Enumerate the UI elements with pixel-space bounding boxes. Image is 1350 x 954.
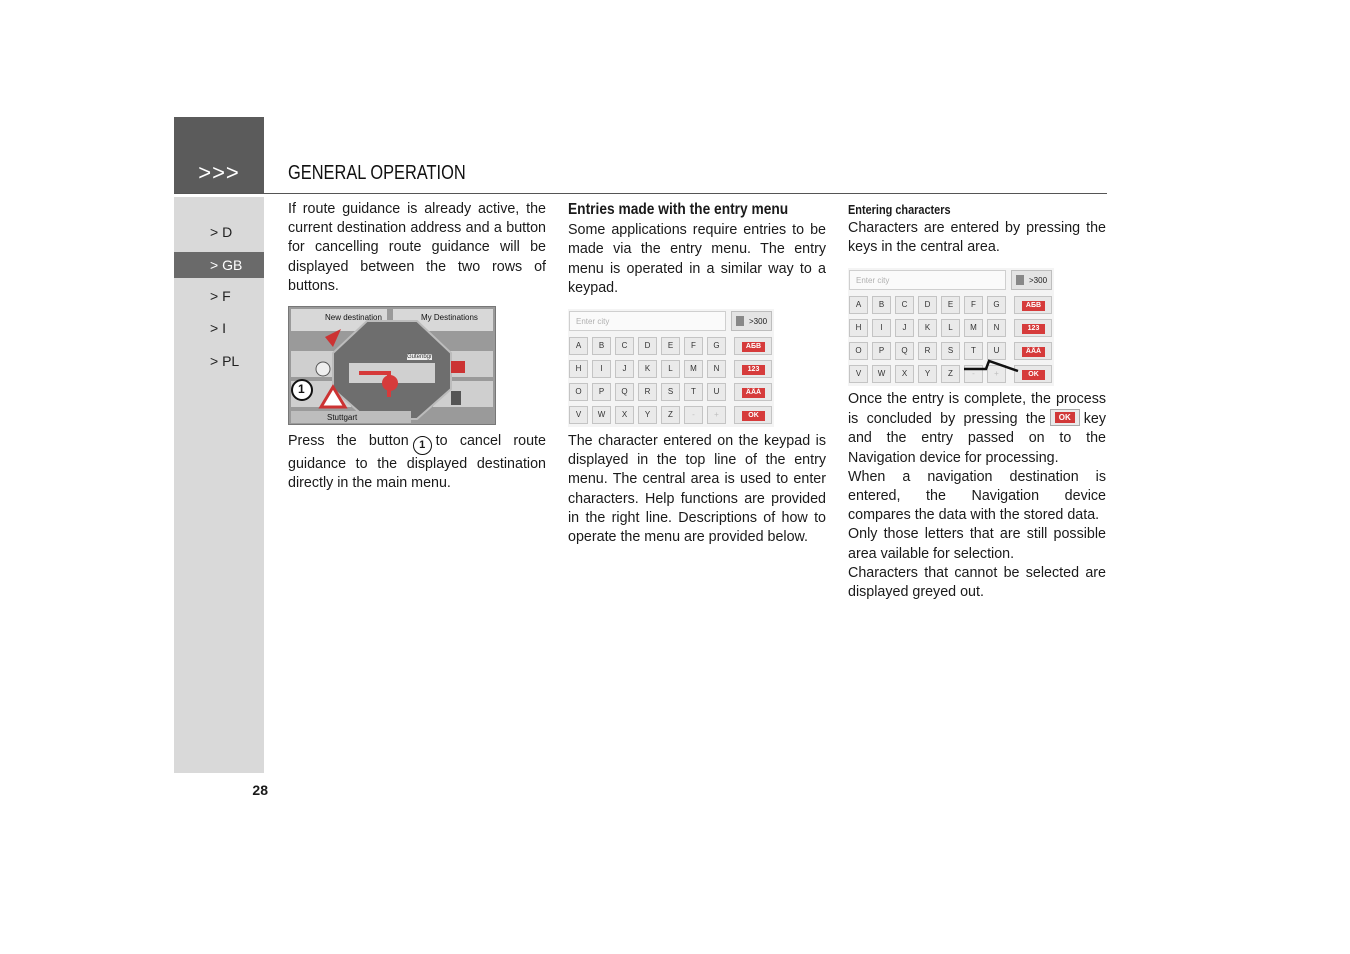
ok-key-icon: OK bbox=[1050, 409, 1080, 426]
language-sidebar bbox=[174, 197, 264, 773]
key-z[interactable]: Z bbox=[661, 406, 680, 424]
key-plus[interactable]: + bbox=[987, 365, 1006, 383]
lang-item-d[interactable]: > D bbox=[210, 224, 233, 240]
key-k[interactable]: K bbox=[918, 319, 937, 337]
numeric-key-label: 123 bbox=[742, 365, 765, 375]
key-c[interactable]: C bbox=[895, 296, 914, 314]
section-title: GENERAL OPERATION bbox=[288, 162, 466, 184]
callout-1: 1 bbox=[298, 382, 305, 396]
col3-paragraph-4: Only those letters that are still possible area vailable for selection. bbox=[848, 526, 1106, 562]
key-j[interactable]: J bbox=[615, 360, 634, 378]
key-minus[interactable]: - bbox=[684, 406, 703, 424]
key-s[interactable]: S bbox=[661, 383, 680, 401]
header-divider bbox=[174, 193, 1107, 194]
street-tag: Gutenbgr bbox=[407, 354, 433, 360]
cyrillic-key[interactable] bbox=[734, 337, 772, 355]
key-t[interactable]: T bbox=[964, 342, 983, 360]
key-t[interactable]: T bbox=[684, 383, 703, 401]
col1-paragraph-1: If route guidance is already active, the current destination address and a button for cancelling route guidance will be displayed between the two rows of buttons. bbox=[288, 201, 546, 294]
key-a[interactable]: A bbox=[849, 296, 868, 314]
key-b[interactable]: B bbox=[592, 337, 611, 355]
cyrillic-key-label: АБВ bbox=[742, 342, 765, 352]
key-x[interactable]: X bbox=[615, 406, 634, 424]
lang-item-gb[interactable]: > GB bbox=[174, 252, 264, 278]
page-number: 28 bbox=[252, 782, 268, 798]
key-l[interactable]: L bbox=[661, 360, 680, 378]
special-chars-key-label: ÄÅÀ bbox=[742, 388, 765, 398]
key-h[interactable]: H bbox=[569, 360, 588, 378]
entry-menu-heading: Entries made with the entry menu bbox=[568, 201, 789, 218]
key-f[interactable]: F bbox=[684, 337, 703, 355]
ok-key[interactable] bbox=[734, 406, 772, 424]
city-label: Stuttgart bbox=[327, 413, 358, 422]
column-1 bbox=[288, 200, 546, 296]
key-a[interactable]: A bbox=[569, 337, 588, 355]
pointer-arrow-icon bbox=[848, 268, 1054, 386]
key-h[interactable]: H bbox=[849, 319, 868, 337]
col2-paragraph-1: Some applications require entries to be made via the entry menu. The entry menu is operated in a similar way to a keypad. bbox=[568, 222, 826, 296]
key-e[interactable]: E bbox=[661, 337, 680, 355]
key-d[interactable]: D bbox=[918, 296, 937, 314]
key-m[interactable]: M bbox=[964, 319, 983, 337]
key-y[interactable]: Y bbox=[638, 406, 657, 424]
key-f[interactable]: F bbox=[964, 296, 983, 314]
key-e[interactable]: E bbox=[941, 296, 960, 314]
my-destinations-label: My Destinations bbox=[421, 313, 478, 322]
numeric-key-label: 123 bbox=[1022, 324, 1045, 334]
key-x[interactable]: X bbox=[895, 365, 914, 383]
key-o[interactable]: O bbox=[849, 342, 868, 360]
key-w[interactable]: W bbox=[592, 406, 611, 424]
keypad-screenshot-2 bbox=[848, 268, 1054, 386]
col1-paragraph-2: Press the button 1 to cancel route guidance to the displayed destination directly in the main menu. bbox=[288, 433, 546, 492]
key-y[interactable]: Y bbox=[918, 365, 937, 383]
key-b[interactable]: B bbox=[872, 296, 891, 314]
key-q[interactable]: Q bbox=[615, 383, 634, 401]
new-destination-label: New destination bbox=[325, 313, 382, 322]
result-count-label: >300 bbox=[749, 317, 768, 326]
key-r[interactable]: R bbox=[638, 383, 657, 401]
key-v[interactable]: V bbox=[849, 365, 868, 383]
col3-paragraph-2: Once the entry is complete, the process is concluded by pressing the OK key and the entry passed on to the Navigation device for processing. bbox=[848, 391, 1106, 466]
main-menu-screenshot bbox=[288, 306, 496, 425]
special-chars-key-label: ÄÅÀ bbox=[1022, 347, 1045, 357]
lang-item-f[interactable]: > F bbox=[210, 288, 231, 304]
key-g[interactable]: G bbox=[707, 337, 726, 355]
key-q[interactable]: Q bbox=[895, 342, 914, 360]
col2-paragraph-2: The character entered on the keypad is displayed in the top line of the entry menu. The central area is used to enter characters. Help functions are provided in the right line. Descriptions of how to operate the menu are provided below. bbox=[568, 433, 826, 546]
city-input-field[interactable]: Enter city bbox=[569, 311, 726, 331]
key-p[interactable]: P bbox=[872, 342, 891, 360]
result-count-label: >300 bbox=[1029, 276, 1048, 285]
main-menu-graphic bbox=[289, 307, 495, 424]
col3-paragraph-5: Characters that cannot be selected are displayed greyed out. bbox=[848, 564, 1106, 601]
key-k[interactable]: K bbox=[638, 360, 657, 378]
key-minus[interactable]: - bbox=[964, 365, 983, 383]
key-s[interactable]: S bbox=[941, 342, 960, 360]
key-w[interactable]: W bbox=[872, 365, 891, 383]
column-2-lower bbox=[568, 432, 826, 547]
key-g[interactable]: G bbox=[987, 296, 1006, 314]
key-r[interactable]: R bbox=[918, 342, 937, 360]
numeric-key[interactable] bbox=[734, 360, 772, 378]
key-v[interactable]: V bbox=[569, 406, 588, 424]
column-2 bbox=[568, 200, 826, 298]
chapter-arrows: >>> bbox=[198, 160, 240, 185]
key-c[interactable]: C bbox=[615, 337, 634, 355]
key-n[interactable]: N bbox=[987, 319, 1006, 337]
key-j[interactable]: J bbox=[895, 319, 914, 337]
key-d[interactable]: D bbox=[638, 337, 657, 355]
special-chars-key[interactable] bbox=[734, 383, 772, 401]
key-n[interactable]: N bbox=[707, 360, 726, 378]
column-3 bbox=[848, 200, 1106, 258]
lang-item-pl[interactable]: > PL bbox=[210, 353, 240, 369]
key-plus[interactable]: + bbox=[707, 406, 726, 424]
callout-1-inline: 1 bbox=[413, 436, 432, 455]
col3-paragraph-1: Characters are entered by pressing the keys in the central area. bbox=[848, 220, 1106, 256]
column-1-lower bbox=[288, 432, 546, 493]
ok-key-label: OK bbox=[742, 411, 765, 421]
key-m[interactable]: M bbox=[684, 360, 703, 378]
key-i[interactable]: I bbox=[872, 319, 891, 337]
key-u[interactable]: U bbox=[707, 383, 726, 401]
key-p[interactable]: P bbox=[592, 383, 611, 401]
city-input-field[interactable]: Enter city bbox=[849, 270, 1006, 290]
key-u[interactable]: U bbox=[987, 342, 1006, 360]
cyrillic-key-label: АБВ bbox=[1022, 301, 1045, 311]
keypad-screenshot-1 bbox=[568, 309, 774, 427]
key-o[interactable]: O bbox=[569, 383, 588, 401]
ok-key-label: OK bbox=[1022, 370, 1045, 380]
key-z[interactable]: Z bbox=[941, 365, 960, 383]
list-icon bbox=[736, 316, 744, 326]
key-l[interactable]: L bbox=[941, 319, 960, 337]
col3-paragraph-3: When a navigation destination is entered, the Navigation device compares the data with the stored data. bbox=[848, 468, 1106, 524]
lang-item-i[interactable]: > I bbox=[210, 320, 226, 336]
entering-characters-heading: Entering characters bbox=[848, 202, 951, 217]
key-i[interactable]: I bbox=[592, 360, 611, 378]
result-count-button[interactable] bbox=[731, 311, 772, 331]
column-3-lower bbox=[848, 390, 1106, 602]
